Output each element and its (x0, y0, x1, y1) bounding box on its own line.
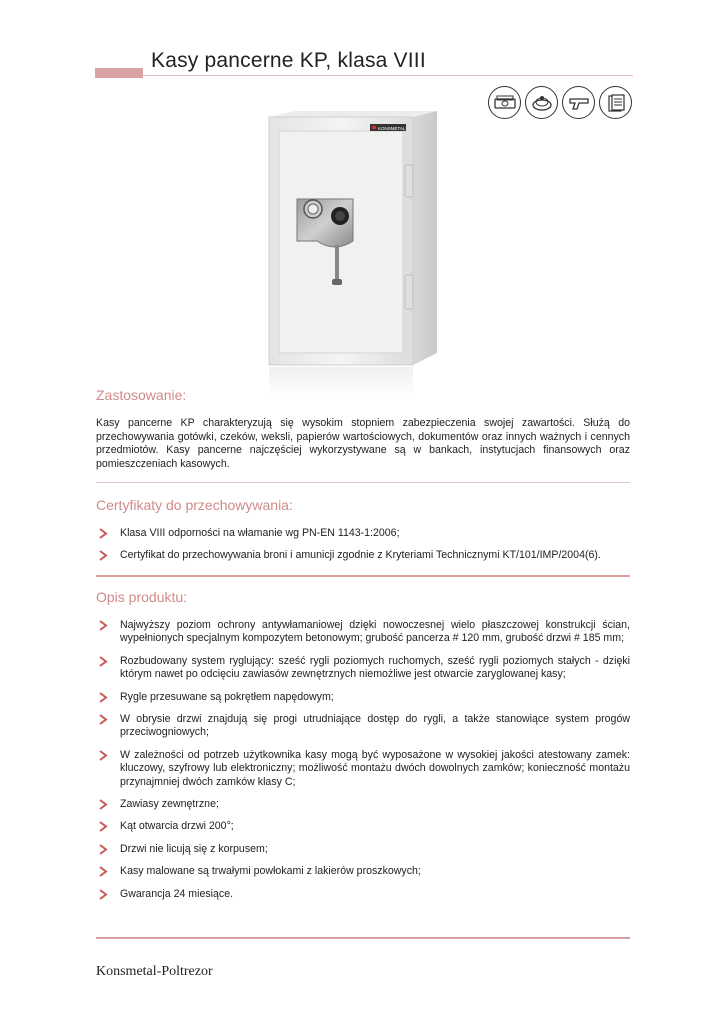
list-item: W obrysie drzwi znajdują się progi utrudniające dostęp do rygli, a także stanowiące system progów przeciwogniowych; (96, 713, 630, 740)
list-item: Rygle przesuwane są pokrętłem napędowym; (96, 691, 630, 704)
title-underline (143, 75, 633, 76)
opis-list (96, 619, 630, 901)
safe-product-image (255, 103, 455, 403)
chevron-right-icon (98, 692, 108, 703)
section-heading-opis: Opis produktu: (96, 589, 188, 605)
title-accent-bar (95, 68, 143, 78)
brand-badge: KONSMETAL (378, 126, 406, 131)
list-item: Gwarancja 24 miesiące. (96, 888, 630, 901)
footer-company: Konsmetal-Poltrezor (96, 964, 213, 979)
list-item: Drzwi nie licują się z korpusem; (96, 843, 630, 856)
section-divider (96, 575, 630, 577)
chevron-right-icon (98, 821, 108, 832)
chevron-right-icon (98, 750, 108, 761)
gun-icon (562, 86, 595, 119)
section-heading-certyfikaty: Certyfikaty do przechowywania: (96, 497, 293, 513)
list-item: Rozbudowany system ryglujący: sześć rygli poziomych ruchomych, sześć rygli poziomych stałych - dzięki którym nawet po odcięciu zawiasów zewnętrznych niemożliwe jest otwarcie zaryglowanej kasy; (96, 655, 630, 682)
list-item: W zależności od potrzeb użytkownika kasy mogą być wyposażone w wysokiej jakości atestowany zamek: kluczowy, szyfrowy lub elektroniczny; możliwość montażu dwóch dowolnych zamków; konieczność montażu przynajmniej dwóch zamków klasy C; (96, 749, 630, 789)
chevron-right-icon (98, 844, 108, 855)
list-item: Kąt otwarcia drzwi 200°; (96, 820, 630, 833)
certyfikaty-list (96, 527, 630, 563)
zastosowanie-paragraph: Kasy pancerne KP charakteryzują się wysokim stopniem zabezpieczenia swojej zawartości. Służą do przechowywania gotówki, czeków, weksli, papierów wartościowych, dokumentów oraz innych ważnych i cennych przedmiotów. Kasy pancerne najczęściej wykorzystywane są w bankach, instytucjach finansowych oraz pomieszczeniach kasowych. (96, 417, 630, 471)
list-item: Certyfikat do przechowywania broni i amunicji zgodnie z Kryteriami Technicznymi KT/101/IMP/2004(6). (96, 549, 630, 562)
section-divider (96, 482, 630, 483)
jewelry-icon (525, 86, 558, 119)
category-icons (488, 86, 632, 119)
page-title: Kasy pancerne KP, klasa VIII (151, 49, 426, 72)
chevron-right-icon (98, 866, 108, 877)
footer-divider (96, 937, 630, 939)
documents-icon (599, 86, 632, 119)
chevron-right-icon (98, 528, 108, 539)
list-item: Kasy malowane są trwałymi powłokami z lakierów proszkowych; (96, 865, 630, 878)
section-heading-zastosowanie: Zastosowanie: (96, 387, 187, 403)
chevron-right-icon (98, 656, 108, 667)
chevron-right-icon (98, 620, 108, 631)
chevron-right-icon (98, 550, 108, 561)
chevron-right-icon (98, 889, 108, 900)
chevron-right-icon (98, 714, 108, 725)
list-item: Klasa VIII odporności na włamanie wg PN-EN 1143-1:2006; (96, 527, 630, 540)
chevron-right-icon (98, 799, 108, 810)
list-item: Najwyższy poziom ochrony antywłamaniowej dzięki nowoczesnej wielo płaszczowej konstrukcji ścian, wypełnionych specjalnym kompozytem betonowym; grubość pancerza # 120 mm, grubość drzwi # 185 mm; (96, 619, 630, 646)
list-item: Zawiasy zewnętrzne; (96, 798, 630, 811)
money-stack-icon (488, 86, 521, 119)
